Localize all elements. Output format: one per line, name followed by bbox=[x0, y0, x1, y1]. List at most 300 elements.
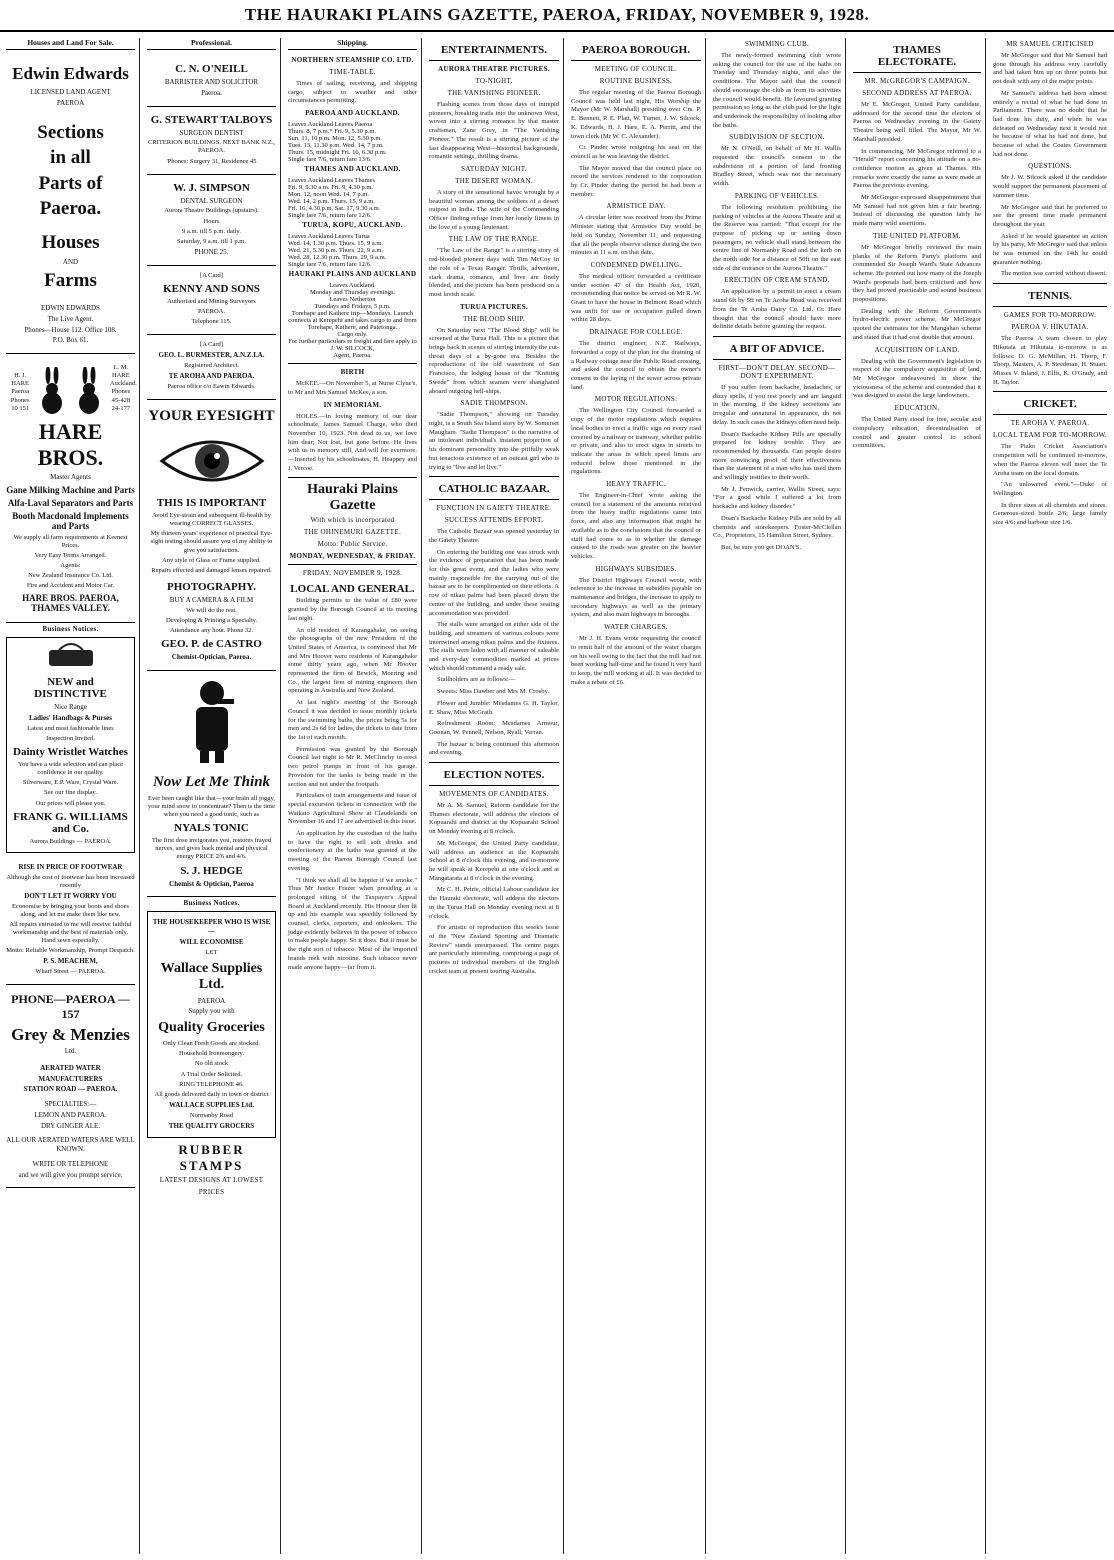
text-line: For further particulars re freight and fare apply to bbox=[288, 338, 417, 346]
issue-date: FRIDAY, NOVEMBER 9, 1928. bbox=[302, 569, 403, 578]
heading: SECOND ADDRESS AT PAEROA. bbox=[862, 89, 972, 97]
column-1 bbox=[2, 38, 140, 1554]
paragraph: The district engineer, N.Z. Railways, forwarded a copy of the plan for the draining of a Railway cottage near the Public Road crossing, and asked the council to obtain the owner's consent to the laying of the sewer across private land. bbox=[571, 340, 701, 391]
ad-line: FRANK G. WILLIAMS and Co. bbox=[13, 810, 128, 835]
heading: TO-NIGHT. bbox=[475, 77, 513, 85]
ad-line: Avoid Eye-strain and subsequent ill-health by wearing CORRECT GLASSES. bbox=[152, 512, 271, 528]
ad-line: AND bbox=[62, 257, 79, 266]
ad-line: Registered Architect. bbox=[184, 362, 239, 369]
ad-line: THIS IS IMPORTANT bbox=[156, 497, 267, 509]
paragraph: Flower and Jumble: Mesdames G. H. Taylor, E. Shaw, Miss McGrath. bbox=[429, 699, 559, 716]
ad-heading: Farms bbox=[44, 270, 97, 292]
heading: ROUTINE BUSINESS. bbox=[599, 77, 673, 85]
ad-line: THE QUALITY GROCERS bbox=[168, 1121, 255, 1130]
ad-title: Wallace Supplies Ltd. bbox=[160, 960, 263, 992]
timetable-row: Single fare 7/6, return fare 12/6. bbox=[288, 261, 372, 269]
eye-icon bbox=[157, 431, 267, 491]
paragraph: The newly-formed swimming club wrote asking the council for the use of the baths on Tuesday and Thursday nights, and also the conditions. The Mayor said that the council should encourage the club as from its activities the council would benefit. He favoured granting permission so long as the club paid for the light and undertook the responsibility of looking after the baths. bbox=[713, 52, 841, 129]
timetable-row: Single fare 7/6, return fare 13/6. bbox=[288, 156, 372, 164]
heading: SATURDAY NIGHT. bbox=[461, 164, 527, 173]
heading: THE LAW OF THE RANGE. bbox=[448, 235, 540, 244]
paragraph: At last night's meeting of the Borough Council it was decided to issue monthly tickets for the swimming baths, the prices being 5s for men and 2s 6d for ladies, the tickets to date from the 1st of each month. bbox=[288, 699, 417, 741]
heading: SUCCESS ATTENDS EFFORT. bbox=[444, 516, 544, 525]
paragraph: Sweets: Miss Dawber and Mrs M. Crosby. bbox=[437, 688, 550, 696]
talboys-card bbox=[147, 107, 276, 175]
text-line: Agent, Paeroa. bbox=[333, 352, 372, 360]
heading: SUBDIVISION OF SECTION. bbox=[729, 133, 825, 142]
ad-line: L. M. HARE Auckland. Phones 45-428 24-177 bbox=[109, 364, 137, 412]
text-line: Leaves Netherton bbox=[329, 296, 376, 304]
paragraph: Permission was granted by the Borough Council last night to Mr R. McClinchy to erect two petrol pumps in front of his garage. Provision for the tanks is being made in the section and not under the footpath. bbox=[288, 745, 417, 788]
ad-line: [A Card] bbox=[200, 271, 223, 279]
ad-line: Supply you with bbox=[188, 1007, 235, 1016]
text-line: Tuesdays and Fridays, 5 p.m. bbox=[314, 303, 391, 311]
text-line: MONDAY, WEDNESDAY, & FRIDAY. bbox=[289, 552, 416, 561]
text-line: J. W. SILCOCK, bbox=[330, 345, 375, 353]
ad-line: DON'T LET IT WORRY YOU bbox=[24, 891, 117, 900]
paragraph: An old resident of Karangahake, on seeing the photographs of the new President of the United States of America, is convinced that Mr and Mrs Hoover were residents of Karangahake some thirty years ago, when Mr Hoover represented the firm of Bewick, Moering and Co., the largest firm of mining engineers then operating in Australia and New Zealand. bbox=[288, 626, 417, 695]
ad-line: Attendance any hour. Phone 32. bbox=[169, 626, 254, 634]
timetable-row: Leaves Auckland Leaves Turua bbox=[288, 233, 370, 241]
williams-ad bbox=[6, 637, 135, 853]
wallace-supplies-ad bbox=[147, 911, 276, 1137]
heading: AURORA THEATRE PICTURES. bbox=[438, 65, 550, 73]
paragraph: The Catholic Bazaar was opened yesterday in the Gaiety Theatre. bbox=[429, 528, 559, 544]
timetable-row: Wed. 14, 1.30 p.m. Thurs. 15, 9 a.m. bbox=[288, 240, 384, 248]
ad-line: PHONE—PAEROA —157 bbox=[11, 992, 130, 1022]
timetable-row: Thurs. 15, midnight Fri. 16, 6.30 p.m. bbox=[288, 149, 387, 157]
text-line: With which is incorporated bbox=[310, 516, 395, 525]
section-head: Professional. bbox=[147, 38, 276, 50]
ad-line: Alfa-Laval Separators and Parts bbox=[7, 497, 134, 508]
ad-line: W. J. SIMPSON bbox=[173, 181, 250, 194]
ad-line: HARE BROS. PAEROA, THAMES VALLEY. bbox=[22, 593, 119, 614]
edwards-ad bbox=[6, 56, 135, 354]
section-head: Houses and Land For Sale. bbox=[6, 38, 135, 50]
paragraph: Mr C. H. Petrie, official Labour candidate for the Hauraki electorate, will address the electors in the Turua Hall on Monday evening next at 8 o'clock. bbox=[429, 886, 559, 920]
ad-line: Household Ironmongery. bbox=[179, 1050, 244, 1058]
ad-line: 9 a.m. till 5 p.m. daily. bbox=[182, 227, 241, 235]
heading: QUESTIONS. bbox=[1028, 162, 1072, 171]
heading: TE AROHA V. PAEROA. bbox=[1010, 419, 1090, 428]
ad-title: YOUR EYESIGHT bbox=[148, 408, 275, 424]
ad-line: Silverware, E.P. Ware, Crystal Ware. bbox=[22, 779, 119, 787]
heading: WATER CHARGES. bbox=[604, 623, 668, 632]
ad-line: LET bbox=[205, 948, 218, 956]
ad-line: TE AROHA AND PAEROA. bbox=[168, 372, 255, 381]
heading: FUNCTION IN GAIETY THEATRE. bbox=[436, 504, 552, 513]
ad-line: SPECIALTIES:— bbox=[44, 1100, 97, 1109]
ad-line: PRICES bbox=[198, 1187, 225, 1196]
gazette-nameplate: Hauraki Plains Gazette bbox=[307, 482, 398, 514]
ad-line: Fire and Accident and Motor Car. bbox=[26, 582, 115, 590]
paragraph: The Paeroa A team chosen to play Hikutaia at Hikutaia to-morrow is as follows: D. G. McMillan, H. Thorp, F. Thorp. Masters, A. P. Steedman, H. Stuart. Misses V. Inland, J. Ellis, K. O'Grady, and H. Taylor. bbox=[993, 335, 1107, 386]
ad-line: G. STEWART TALBOYS bbox=[150, 113, 273, 126]
paragraph: The Piako Cricket Association's competition will be continued to-morrow, when the Paeroa eleven will meet the Te Aroha team on the local domain. bbox=[993, 443, 1107, 477]
ad-line: New Zealand Insurance Co. Ltd. bbox=[28, 572, 113, 580]
paragraph: Mr J. Fenwick, carrier, Wallis Street, says: "For a good while I suffered a lot from backache and kidney disorder." bbox=[713, 485, 841, 511]
ad-line: Hours bbox=[203, 217, 220, 225]
ad-line: A Trial Order Solicited. bbox=[180, 1070, 243, 1078]
ad-line: RISE IN PRICE OF FOOTWEAR bbox=[18, 862, 123, 871]
paragraph: Mr A. M. Samuel, Reform candidate for the Thames electorate, will address the electors of Kopuarahi and district at the Kopuarahi School on Monday evening at 8 o'clock. bbox=[429, 802, 559, 836]
column-3 bbox=[284, 38, 422, 1554]
ad-line: Ladies' Handbags & Purses bbox=[28, 714, 113, 723]
ad-line: Dainty Wristlet Watches bbox=[13, 746, 128, 759]
paragraph: Dealing with the Reform Government's hydro-electric power scheme, Mr McGregor quoted the estimates for the Mangahao scheme and stated that it had cost double that amount. bbox=[853, 307, 981, 341]
paragraph: On Saturday next "The Blood Ship" will be screened at the Turua Hall. This is a picture that brings back in scenes of stirring intensity the cut-throat days of a by-gone era. Besides the reproductions of the old waterfront of San Francisco, the lodging house of the "Knitting Swede" from which seamen were shanghaied aboard outgoing hell-ships. bbox=[429, 326, 560, 395]
ad-line: PAEROA. bbox=[197, 307, 226, 315]
ad-line: Any style of Glass or Frame supplied. bbox=[162, 556, 261, 564]
ad-line: PHONE 25. bbox=[194, 247, 229, 256]
section-head: Business Notices. bbox=[42, 625, 99, 634]
ad-line: Authorised and Mining Surveyors bbox=[167, 297, 256, 305]
ad-line: Latest and most fashionable lines bbox=[27, 724, 114, 732]
timetable-block bbox=[288, 121, 417, 163]
text-line: Motto: Public Service. bbox=[317, 540, 388, 549]
heading: ELECTION NOTES. bbox=[443, 769, 545, 782]
heading: THAMES AND AUCKLAND. bbox=[304, 165, 401, 174]
paragraph: Mr J. H. Evans wrote requesting the council to remit half of the amount of the water charges on his well owing to the fact that the mill had not been working half-time and he found it very hard to keep, the mill working at all. It was decided to make a rebate of £6. bbox=[571, 635, 702, 686]
timetable-row: Fri. 9, 9.30 a.m. Fri. 9, 4.30 p.m. bbox=[288, 184, 374, 192]
column-8 bbox=[989, 38, 1111, 1554]
ad-line: Chemist-Optician, Paeroa. bbox=[171, 653, 252, 661]
heading: TIME-TABLE. bbox=[329, 68, 376, 76]
paragraph: Dealing with the Government's legislation in respect of the compulsory acquisition of land, Mr McGregor endeavoured to show the viciousness of the scheme and contended that it was designed to assist the large landowners. bbox=[853, 357, 981, 400]
paragraph: The Engineer-in-Chief wrote asking the council for a statement of the amounts received from the heavy traffic regulations came into force, and also any information that might be available as to the conclusions that the council or staff had come to as to whether the damage caused to the roads was greater on the heavier vehicles. bbox=[571, 492, 701, 560]
ad-line: You have a wide selection and can place confidence in our quality. bbox=[18, 761, 123, 777]
heading: PAEROA AND AUCKLAND. bbox=[305, 109, 400, 118]
heading: PAEROA V. HIKUTAIA. bbox=[1011, 323, 1089, 332]
ad-line: LEMON AND PAEROA. bbox=[34, 1110, 107, 1119]
ad-heading: in all bbox=[50, 147, 91, 169]
timetable-row: Thurs. 8, 7 p.m.* Fri. 9, 5.30 p.m. bbox=[288, 128, 377, 136]
ad-line: SURGEON DENTIST bbox=[179, 128, 244, 137]
timetable-row: Tues. 13, 11.30 p.m. Wed. 14, 7 p.m. bbox=[288, 142, 384, 150]
paragraph: The following resolution prohibiting the parking of vehicles at the Aurora Theatre and at the Reserve was carried: "That except for the purpose of picking up or setting down passengers, no vehicle shall stand between the centre line of Normanby Road and the kerb on the north side for a distance of 50ft on the east side of the entrance to the Aurora Theatre." bbox=[713, 203, 841, 272]
timetable-row: Wed. 14, 2 p.m. Thurs. 15, 9 a.m. bbox=[288, 198, 375, 206]
ad-line: ALL OUR AERATED WATERS ARE WELL KNOWN. bbox=[6, 1136, 135, 1154]
ad-line: Phones—House 112. Office 108. bbox=[24, 325, 117, 334]
heading: THAMES ELECTORATE. bbox=[877, 44, 957, 68]
heading: ACQUISITION OF LAND. bbox=[874, 345, 960, 354]
paragraph: Doan's Backache Kidney Pills are sold by all chemists and storekeepers. Foster-McClellan Co., Proprietors, 15 Hamilton Street, Sydney. bbox=[713, 514, 841, 540]
paragraph: Asked if he would guarantee an action by his party, Mr McGregor said that unless he was returned on the 14th he could guarantee nothing. bbox=[993, 232, 1107, 266]
ad-line: DRY GINGER ALE. bbox=[40, 1121, 101, 1130]
ad-line: Agents: bbox=[60, 561, 81, 569]
ad-line: Saturday, 9 a.m. till 1 p.m. bbox=[177, 237, 246, 245]
timetable-row: Wed. 21, 5.30 p.m. Thurs. 22, 9 a.m. bbox=[288, 247, 384, 255]
heading: LOCAL AND GENERAL. bbox=[290, 583, 415, 596]
paragraph: The medical officer forwarded a certificate under section 47 of the Health Act, 1920, recommending that notice be served on Mr R. W. Grant to have the house in Belmont Road which was unfit for use or occupation pulled down within 28 days. bbox=[571, 272, 702, 324]
column-2 bbox=[143, 38, 281, 1554]
heading: EDUCATION. bbox=[894, 404, 940, 413]
nyals-tonic-ad bbox=[147, 671, 276, 898]
paragraph: "Sadie Thompson," showing on Tuesday night, is a South Sea Island story by W. Somerset Maugham. "Sadie Thompson" is the narrative of an intolerant individual's insistent projection of his dominant personality into the pitifully weak but tenacious existence of an outcast girl who is trying to "live and let live." bbox=[429, 411, 559, 471]
ad-line: PAEROA bbox=[197, 996, 226, 1005]
ad-line: [A Card] bbox=[200, 341, 223, 349]
heading: MOTOR REGULATIONS. bbox=[594, 395, 678, 404]
paragraph: "I think we shall all be happier if we smoke." Thus Mr Justice Frazer when presiding at a prolonged sitting of the Taxpayer's Appeal Board at Auckland recently. His Honour then lit up and his example was speedily followed by counsel, clerks, reporters, and onlookers. The judge evidently believes in the power of tobacco to make people happy. So it does. But it must be the right sort of tobacco. Most of the imported brands reek with nicotine. Such tobacco never made anyone happy—far from it. bbox=[288, 876, 417, 971]
ad-line: and we will give you prompt service. bbox=[18, 1170, 123, 1179]
ad-line: Although the cost of footwear has been increased recently bbox=[6, 873, 135, 889]
timetable-row: Fri. 16, 4.30 p.m. Sat. 17, 9.30 a.m. bbox=[288, 205, 381, 213]
ad-line: The first dose invigorates you, restores frayed nerves, and gives back mental and physical energy PRICE 2/6 and 4/6. bbox=[151, 837, 272, 861]
ad-line: Nice Range bbox=[54, 703, 87, 712]
ad-line: Repairs effected and damaged lenses repaired. bbox=[151, 566, 272, 574]
heading: CONDEMNED DWELLING. bbox=[590, 260, 682, 269]
ad-line: GEO. P. de CASTRO bbox=[161, 638, 262, 650]
heading: THE UNITED PLATFORM. bbox=[873, 231, 961, 240]
paragraph: The motion was carried without dissent. bbox=[1001, 270, 1107, 278]
heading: THE DESERT WOMAN. bbox=[455, 176, 533, 185]
ad-line: P.O. Box 61. bbox=[52, 336, 89, 345]
ad-line: C. N. O'NEILL bbox=[175, 63, 248, 75]
ad-line: NEW and DISTINCTIVE bbox=[34, 676, 107, 701]
text-line: Torehape and Kaihere trip—Mondays. Launch connects at Kerepehi and takes cargo to and from Torehape, Kaihere, and Patetonga. bbox=[288, 310, 417, 332]
paragraph: The United Party stood for free, secular and compulsory education, decentralisation of control and greater control to school committees. bbox=[853, 416, 981, 450]
heading: MR. McGREGOR'S CAMPAIGN. bbox=[864, 77, 970, 85]
heading: TURUA, KOPU, AUCKLAND. bbox=[302, 221, 403, 230]
heading: FIRST—DON'T DELAY. SECOND—DON'T EXPERIMENT. bbox=[718, 363, 836, 380]
paragraph: Mr N. O'Neill, on behalf of Mr H. Wallis requested the council's consent to the subdivision of a portion of land fronting Bradley Street, which was not the necessary width. bbox=[713, 145, 841, 188]
ad-line: Only Clean Fresh Goods are stocked. bbox=[162, 1040, 261, 1048]
footwear-ad bbox=[6, 857, 135, 985]
timetable-row: Leaves Auckland Leaves Thames bbox=[288, 177, 376, 185]
ad-title: Quality Groceries bbox=[158, 1020, 265, 1036]
paragraph: Stallholders are as follows:— bbox=[437, 676, 516, 684]
timetable-row: Wed. 28, 12.30 p.m. Thurs. 29, 9 a.m. bbox=[288, 254, 387, 262]
ad-line: WALLACE SUPPLIES Ltd. bbox=[169, 1100, 254, 1109]
paragraph: HOLES.—In loving memory of our dear schoolmate, James Samuel Charge, who died November 10, 1923. Not dead to us, we love him dear; Not lost, but gone before. He lives with us in memory still, And will for evermore. —Inserted by his schoolmates, H. Heappey and J. Vercoe. bbox=[288, 412, 417, 472]
ad-line: Aurora Theatre Buildings (upstairs). bbox=[164, 207, 259, 215]
ad-title: Grey & Menzies bbox=[11, 1025, 130, 1045]
section-head: Shipping. bbox=[288, 38, 417, 50]
grey-menzies-ad bbox=[6, 985, 135, 1188]
section-head: Business Notices. bbox=[183, 899, 240, 908]
heading: TURUA PICTURES. bbox=[460, 302, 528, 311]
thinking-man-icon bbox=[182, 675, 242, 765]
text-line: THE OHINEMURI GAZETTE. bbox=[304, 528, 401, 537]
ad-line: Paeroa office c/o Eawin Edwards. bbox=[167, 382, 256, 390]
ad-line: AERATED WATER bbox=[40, 1063, 101, 1072]
paragraph: But, be sure you get DOAN'S. bbox=[721, 543, 802, 551]
timetable-row: Single fare 7/6, return fare 12/6. bbox=[288, 212, 372, 220]
paragraph: For artistic of reproduction this week's issue of the "New Zealand Sporting and Dramatic Review" stands unsurpassed. The centre pages are particularly interesting, comprising a page of pictures of individual members of the English cricket team at present touring Australia. bbox=[429, 924, 559, 975]
ad-title: Now Let Me Think bbox=[152, 773, 271, 790]
column-7 bbox=[849, 38, 986, 1554]
ad-line: Economise by bringing your boots and shoes along, and let me make them like new. bbox=[12, 902, 129, 918]
paragraph: Cr. Pinder wrote resigning his seat on the council as he was leaving the district. bbox=[571, 144, 701, 160]
heading: CRICKET. bbox=[1023, 398, 1077, 411]
heading: BIRTH bbox=[340, 368, 365, 377]
text-line: Monday and Thursday evenings. bbox=[309, 289, 396, 297]
ad-line: All repairs entrusted to me will receive faithful workmanship and the best of materials only. Hand sewn especially. bbox=[9, 920, 132, 945]
text-line: Leaves Auckland. bbox=[329, 282, 376, 290]
heading: ARMISTICE DAY. bbox=[606, 202, 666, 211]
paragraph: Mr McGregor briefly reviewed the main planks of the Reform Party's platform and commended Sir Joseph Ward's State Advances scheme. He pointed out how many of the Joseph Ward's proposals had been criticised and how they had proved practicable and sound business propositions. bbox=[853, 243, 982, 304]
ad-line: LATEST DESIGNS AT LOWEST bbox=[159, 1175, 264, 1184]
heading: A BIT OF ADVICE. bbox=[729, 342, 825, 355]
heading: SADIE THOMPSON. bbox=[460, 399, 528, 408]
heading: MEETING OF COUNCIL. bbox=[594, 65, 678, 73]
paragraph: The stalls were arranged on either side of the building, and streamers of various colours were intertwined among nikau palms and the fixtures. The stalls were laden with all manner of saleable and every-day commodities marked at prices which should command a ready sale. bbox=[429, 621, 559, 672]
ad-title: HARE BROS. bbox=[37, 418, 104, 470]
paragraph: McKEE.—On November 5, at Nurse Clyne's, to Mr and Mrs Samuel McKee, a son. bbox=[288, 380, 417, 396]
ad-line: MANUFACTURERS bbox=[38, 1074, 103, 1083]
ad-line: RING TELEPHONE 46. bbox=[179, 1080, 244, 1088]
heading: ERECTION OF CREAM STAND. bbox=[724, 276, 830, 285]
heading: GAMES FOR TO-MORROW. bbox=[1003, 311, 1097, 320]
oneill-card bbox=[147, 56, 276, 107]
ad-heading: Sections bbox=[37, 121, 104, 143]
paragraph: Mr McGregor, the United Party candidate, will address an audience at the Kopuarahi School at 8 o'clock this evening, and to-morrow he will speak at Kerepehi at one o'clock and at Mangatarata at 8 o'clock in the evening. bbox=[429, 839, 559, 882]
paragraph: "The Law of the Range" is a stirring story of red-blooded pioneer days with Tim McCoy in the role of a Texas Ranger. Thrills, adventure, stark drama, romance, and love are finely blended, and the picture has been produced on a most lavish scale. bbox=[429, 247, 559, 298]
ad-line: KENNY AND SONS bbox=[163, 282, 260, 295]
paragraph: In three sizes at all chemists and stores. Generous-sized bottle 2/6; large family size 4/6; and barbour size 1/6. bbox=[993, 501, 1107, 527]
ad-line: STATION ROAD — PAEROA. bbox=[23, 1085, 118, 1094]
ad-line: S. J. HEDGE bbox=[180, 864, 243, 877]
timetable-row: Leaves Auckland Leaves Paeroa bbox=[288, 121, 373, 129]
ad-line: GEO. L. BURMESTER, A.N.Z.I.A. bbox=[158, 351, 265, 360]
timetable-row: Sun. 11, 10 p.m. Mon. 12, 5.30 p.m. bbox=[288, 135, 383, 143]
ad-line: LICENSED LAND AGENT bbox=[30, 88, 111, 96]
ad-line: Developing & Printing a Specialty. bbox=[165, 616, 258, 624]
column-4 bbox=[425, 38, 564, 1554]
ad-line: BARRISTER AND SOLICITOR bbox=[164, 78, 259, 86]
ad-line: H. J. HARE Paeroa Phones 10 151 bbox=[10, 372, 30, 412]
simpson-card bbox=[147, 175, 276, 266]
paragraph: Building permits to the value of £80 were granted by the Borough Council at its meeting last night. bbox=[288, 597, 417, 622]
heading: MR SAMUEL CRITICISED bbox=[1006, 40, 1094, 48]
ad-line: The Live Agent. bbox=[47, 314, 94, 323]
ad-line: Chemist & Optician, Paeroa bbox=[169, 879, 254, 888]
paragraph: A circular letter was received from the Prime Minister stating that Armistice Day would be held on Sunday, November 11, and requesting that all the people observe silence during the two minutes at 11 a.m. on that date. bbox=[571, 214, 701, 257]
handbag-icon bbox=[41, 642, 101, 668]
heading: TENNIS. bbox=[1028, 290, 1072, 303]
heading: SWIMMING CLUB. bbox=[744, 40, 810, 48]
ad-line: Normanby Road bbox=[189, 1111, 234, 1119]
heading: PARKING OF VEHICLES. bbox=[734, 191, 820, 200]
ad-line: Aurora Buildings — PAEROA. bbox=[29, 837, 112, 845]
heading: THE VANISHING PIONEER. bbox=[447, 89, 541, 97]
paragraph: Particulars of train arrangements and issue of special excursion tickets in connection with the Waikato Agricultural Show at Claudelands on November 16 and 17 are advertised in this issue. bbox=[288, 792, 417, 826]
ad-line: Our prices will please you. bbox=[35, 799, 106, 807]
heading: PAEROA BOROUGH. bbox=[582, 44, 690, 56]
rabbit-icon bbox=[37, 367, 67, 415]
ad-line: PHOTOGRAPHY. bbox=[167, 580, 256, 593]
ad-heading: Parts of Paeroa. bbox=[38, 172, 103, 220]
paragraph: Times of sailing, receiving, and shipping cargo, subject to weather and other circumstances permitting. bbox=[288, 80, 417, 105]
paragraph: The regular meeting of the Paeroa Borough Council was held last night, His Worship the Mayor (Mr W. Marshall) presiding over Crs. P. E. Bennett, P. E. Platt, W. Turner, J. W. Silcock, K. Edwards, H. J. Hare, E. A. Perritt, and the town clerk (Mr W. C. Alexander). bbox=[571, 89, 701, 140]
rabbits-illustration bbox=[6, 362, 135, 415]
paragraph: Mr Samuel's address had been almost entirely a recital of what he had done in Parliament. There was no doubt that he had done his duty, and when he was defeated on Wednesday next it would not be because of what he had not done, but because of what the Coates Government had not done. bbox=[993, 89, 1107, 158]
ad-line: See our fine display. bbox=[43, 789, 97, 797]
ad-line: 'Phones: Surgery 31, Residence 45 bbox=[166, 157, 257, 165]
heading: IN MEMORIAM. bbox=[323, 400, 382, 409]
heading: DRAINAGE FOR COLLEGE. bbox=[589, 328, 683, 337]
ad-line: Ever been caught like that—your brain all joggy, your mind snow to concentrate? Then is the time when you need a good tonic, such as bbox=[147, 794, 275, 818]
ad-line: Master Agents bbox=[50, 472, 91, 481]
paragraph: Refreshment Room: Mesdames Armour, Goonan, W. Pennell, Nelson, Ryall, Verran. bbox=[429, 720, 559, 736]
paragraph: Mr McGregor expressed disappointment that Mr Samuel had not given him a fair hearing. Instead of discussing the question fairly he made many wild assertions. bbox=[853, 194, 981, 228]
heading: HEAVY TRAFFIC. bbox=[606, 480, 666, 489]
heading: MOVEMENTS OF CANDIDATES. bbox=[439, 790, 549, 799]
paragraph: If you suffer from backache, headaches, or dizzy spells, if you rest poorly and are languid in the morning, if the kidney secretions are irregular and unnatural in appearance, do not delay. In such cases the kidneys often need help. bbox=[713, 383, 841, 426]
paragraph: An application by the custodian of the baths to have the right to sell soft drinks and confectionery at the baths was granted at the meeting of the Paeroa Borough Council last evening. bbox=[288, 830, 417, 872]
paragraph: The District Highways Council wrote, with reference to the increase in subsidies payable on maintenance and bridges, the increase to apply to secondary highways as well as the primary system, and also main highways in boroughs. bbox=[571, 576, 701, 619]
ad-line: We supply all farm requirements at Keenest Prices. bbox=[13, 533, 128, 549]
ad-line: PAEROA bbox=[56, 98, 85, 107]
ad-line: EDWIN EDWARDS bbox=[41, 304, 100, 313]
ad-line: Inspection Invited. bbox=[46, 734, 95, 742]
rabbit-icon bbox=[74, 367, 104, 415]
ad-line: BUY A CAMERA & A FILM bbox=[169, 595, 254, 604]
paragraph: Mr McGregor said that he preferred to see the present time made permanent throughout the year. bbox=[993, 203, 1107, 228]
kenny-card bbox=[147, 266, 276, 336]
ad-line: Paeroa. bbox=[201, 88, 222, 97]
text-line: Cargo only. bbox=[337, 331, 368, 339]
ad-line: NYALS TONIC bbox=[174, 822, 249, 835]
ad-line: DENTAL SURGEON bbox=[180, 196, 243, 205]
paragraph: An application by a permit to erect a cream stand 6ft by 5ft on Te Aroha Road was received from the Te Aroha Dairy Co. Ltd. Cr. Hare thought that the council should have more definite details before granting the request. bbox=[713, 288, 841, 331]
paragraph: On entering the building one was struck with the evidence of preparation that has been made for this great event, and the ladies who were mainly responsible for the carrying out of the bazaar are to be complimented on their efforts. A row of nikau palms had been placed down the centre of the building, and under these seating accommodation was provided. bbox=[429, 548, 559, 617]
ad-line: THE HOUSEKEEPER WHO IS WISE— bbox=[152, 918, 271, 935]
heading: ENTERTAINMENTS. bbox=[440, 44, 548, 56]
timetable-row: Mon. 12, noon Wed. 14, 7 p.m. bbox=[288, 191, 369, 199]
burmester-card bbox=[147, 335, 276, 400]
ad-line: Booth Macdonald Implements and Parts bbox=[12, 510, 129, 531]
timetable-block bbox=[288, 233, 417, 268]
ad-line: No old stock bbox=[194, 1060, 229, 1068]
ad-heading: Houses bbox=[41, 232, 100, 254]
heading: NORTHERN STEAMSHIP CO. LTD. bbox=[291, 56, 414, 64]
heading: THE BLOOD SHIP. bbox=[463, 314, 525, 323]
hauraki-block bbox=[288, 282, 417, 359]
ad-line: We will do the rest. bbox=[186, 606, 237, 614]
ad-line: Motto: Reliable Workmanship, Prompt Despatch. bbox=[6, 947, 135, 955]
timetable-block bbox=[288, 177, 417, 219]
heading: HAURAKI PLAINS AND AUCKLAND bbox=[288, 270, 417, 279]
ad-line: P. S. MEACHEM, bbox=[43, 957, 98, 966]
heading: CATHOLIC BAZAAR. bbox=[438, 483, 550, 496]
paragraph: Mr E. McGregor, United Party candidate, addressed for the second time the electors of Paeroa on Wednesday evening in the Gaiety Theatre being well filled. The Mayor, Mr W. Marshall presided. bbox=[853, 101, 981, 143]
paragraph: A story of the sensational havoc wrought by a beautiful woman among the soldiers of a desert outpost in India. The wife of the Commanding Officer finding refuge from her lonely fitness in the love of a young lieutenant. bbox=[429, 188, 559, 231]
eyesight-ad bbox=[147, 400, 276, 671]
paragraph: In commencing, Mr McGregor referred to a "Herald" report concerning his attitude on a no-confidence motion as given at Thames. His remarks were exactly the same as were made at Paeroa the previous evening. bbox=[853, 147, 981, 190]
ad-title: Edwin Edwards bbox=[12, 64, 129, 83]
ad-line: Very Easy Terms Arranged. bbox=[34, 551, 107, 559]
ad-line: All goods delivered daily in town or district bbox=[154, 1090, 269, 1098]
ad-line: CRITERION BUILDINGS. NEXT BANK N.Z., PAEROA. bbox=[148, 139, 275, 155]
paragraph: Doan's Backache Kidney Pills are specially prepared for kidney trouble. They are recommended by thousands. Can people desire more convincing proof of their effectiveness than the statement of a man who has used them and willingly testifies to their worth. bbox=[713, 430, 841, 482]
ad-line: Gane Milking Machine and Parts bbox=[6, 484, 135, 495]
ad-line: Ltd. bbox=[64, 1047, 77, 1056]
ad-line: My thirteen years' experience of practical Eye-sight testing should assure you of my ability to give you satisfaction. bbox=[150, 530, 273, 554]
column-5 bbox=[567, 38, 706, 1554]
paragraph: The Mayor moved that the council place on record the services rendered to the corporation by Cr. Pinder during the period he had been a member. bbox=[571, 164, 701, 198]
ad-line: WRITE OR TELEPHONE bbox=[32, 1159, 109, 1168]
column-6 bbox=[709, 38, 846, 1554]
paragraph: Flashing scenes from those days of intrepid pioneers, breaking trails into the unknown West, woven into a stirring romance by that master craftsman, Zane Grey, in "The Vanishing Pioneer." The result is a stirring picture of the fast disappearing West—historical backgrounds, romantic settings, thrilling drama. bbox=[429, 101, 559, 161]
heading: HIGHWAYS SUBSIDIES. bbox=[595, 564, 677, 573]
paragraph: Mr McGregor said that Mr Samuel had gone through his address very carefully and had taken him up on three points but not dealt with any of the major points. bbox=[993, 52, 1107, 86]
ad-line: Wharf Street — PAEROA. bbox=[35, 968, 106, 976]
masthead: THE HAURAKI PLAINS GAZETTE, PAEROA, FRIDAY, NOVEMBER 9, 1928. bbox=[0, 0, 1114, 32]
paragraph: "An unlowered event."—Duke of Wellington. bbox=[993, 481, 1107, 497]
paragraph: The Wellington City Council forwarded a copy of the motor regulations which requires local bodies to erect a traffic sign on every road covered by a railway or tramway, whether public or private, and also to erect signs in streets to indicate the areas in which speed limits are reduced below those mentioned in the regulations. bbox=[571, 407, 701, 476]
ad-line: Telephone 115. bbox=[191, 318, 232, 325]
